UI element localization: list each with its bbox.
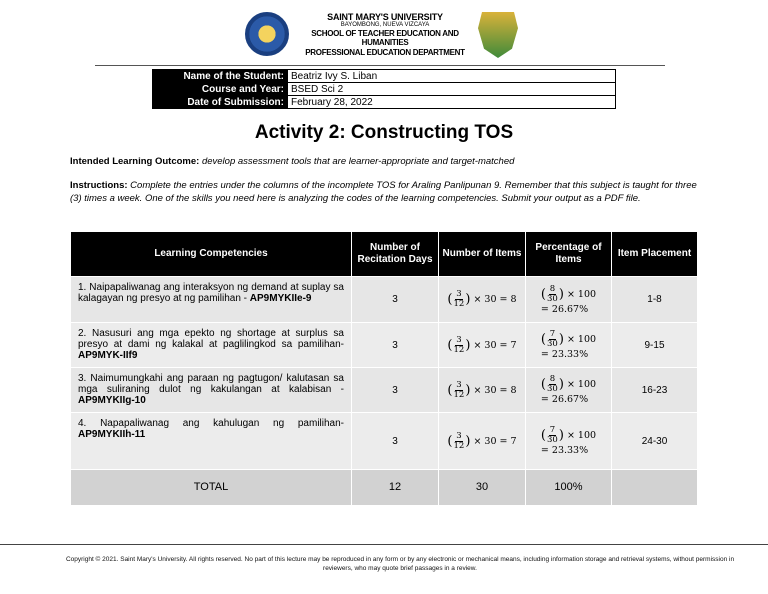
items-numerator: 3 [456, 289, 462, 299]
item-placement-cell: 9-15 [612, 323, 698, 368]
pct-numerator: 8 [549, 374, 556, 384]
course-year-label: Course and Year: [153, 83, 288, 96]
total-days: 12 [352, 470, 439, 506]
items-formula: ( $\frac{3}{12}$ ) × 30 = 8 [447, 289, 517, 309]
tos-header-row [71, 232, 698, 277]
competency-text: 1. Naipapaliwanag ang interaksyon ng demand at suplay sa kalagayan ng presyo at ng pamilihan - [78, 282, 344, 304]
total-row [71, 470, 698, 506]
items-result: × 30 = 8 [473, 294, 517, 305]
competency-code: AP9MYKIIg-10 [78, 395, 146, 406]
competency-text: 4. Napapaliwanag ang kahulugan ng pamilihan- [78, 418, 344, 429]
pct-result: = 23.33% [540, 445, 589, 456]
table-row [71, 368, 698, 413]
items-numerator: 3 [456, 430, 462, 441]
items-formula: ( $\frac{3}{12}$ ) × 30 = 7 [447, 334, 517, 355]
header-learning-competencies: Learning Competencies [71, 232, 352, 277]
university-location: BAYOMBONG, NUEVA VIZCAYA [340, 22, 430, 29]
page-title: Activity 2: Constructing TOS [254, 122, 514, 143]
items-cell [439, 368, 526, 413]
instructions-label: Instructions: [70, 180, 128, 191]
items-denominator: 12 [453, 440, 465, 451]
copyright-line-2: reviewers, who may quote brief passages in a review. [323, 565, 477, 572]
competency-code: AP9MYK-IIf9 [78, 350, 138, 361]
percentage-cell [526, 368, 612, 413]
items-denominator: 12 [453, 344, 465, 355]
tos-table [70, 231, 698, 506]
items-formula: ( $\frac{3}{12}$ ) × 30 = 7 [447, 430, 517, 451]
submission-date-row [153, 96, 616, 109]
items-denominator: 12 [453, 389, 465, 400]
pct-numerator: 7 [549, 329, 556, 339]
university-seal-icon [245, 12, 289, 56]
pct-numerator: 8 [549, 283, 556, 294]
items-cell [439, 413, 526, 470]
pct-denominator: 30 [547, 435, 558, 445]
percentage-formula: ( $\frac{8}{30}$ ) × 100 = 26.67% [540, 283, 597, 315]
student-name-label: Name of the Student: [153, 70, 288, 83]
copyright-footer [0, 555, 768, 573]
percentage-formula: ( $\frac{8}{30}$ ) × 100 = 26.67% [540, 374, 597, 405]
recitation-days-cell: 3 [352, 368, 439, 413]
pct-result: = 23.33% [540, 349, 589, 360]
footer-divider [0, 544, 768, 545]
items-result: × 30 = 8 [473, 384, 517, 396]
competency-code: AP9MYKIIe-9 [249, 293, 312, 304]
total-percentage: 100% [526, 470, 612, 506]
pct-result: = 26.67% [540, 394, 589, 405]
items-numerator: 3 [456, 379, 462, 390]
instructions-text: Complete the entries under the columns of the incomplete TOS for Araling Panlipunan 9. Remember that this subject is taught for three (3) times a week. One of the skills you need here is analyzing the codes of the learning competencies. Submit your output as a PDF file. [70, 180, 697, 204]
total-placement [612, 470, 698, 506]
submission-date-value: February 28, 2022 [288, 96, 616, 109]
competency-cell [71, 323, 352, 368]
learning-outcome-label: Intended Learning Outcome: [70, 156, 200, 167]
learning-outcome [70, 156, 710, 167]
instructions [70, 180, 702, 205]
copyright-line-1: Copyright © 2021. Saint Mary's University. All rights reserved. No part of this lecture may be reproduced in any form or by any electronic or mechanical means, including information storage and retrieval systems, without permission in [65, 556, 735, 563]
percentage-formula: ( $\frac{7}{30}$ ) × 100 = 23.33% [540, 329, 597, 360]
competency-cell [71, 413, 352, 470]
pct-result: = 26.67% [540, 303, 589, 315]
pct-multiplier: × 100 [566, 288, 597, 300]
items-result: × 30 = 7 [473, 435, 517, 447]
pct-denominator: 30 [547, 384, 558, 394]
university-name: SAINT MARY'S UNIVERSITY [327, 12, 443, 22]
table-row [71, 323, 698, 368]
competency-text: 2. Nasusuri ang mga epekto ng shortage at surplus sa presyo at dami ng kalakal at paglilingkod sa pamilihan- [78, 328, 344, 350]
item-placement-cell: 1-8 [612, 277, 698, 323]
student-info-table [152, 69, 616, 109]
pct-multiplier: × 100 [566, 379, 597, 390]
items-cell [439, 323, 526, 368]
items-formula: ( $\frac{3}{12}$ ) × 30 = 8 [447, 379, 517, 400]
recitation-days-cell: 3 [352, 413, 439, 470]
items-denominator: 12 [453, 299, 465, 309]
letterhead [95, 6, 665, 66]
department-name: PROFESSIONAL EDUCATION DEPARTMENT [305, 47, 465, 57]
student-name-value: Beatriz Ivy S. Liban [288, 70, 616, 83]
school-crest-icon [478, 12, 518, 58]
course-year-value: BSED Sci 2 [288, 83, 616, 96]
competency-cell [71, 277, 352, 323]
competency-text: 3. Naimumungkahi ang paraan ng pagtugon/ kalutasan sa mga suliraning dulot ng kakulangan at kalabisan - [78, 373, 344, 395]
letterhead-text [295, 12, 475, 57]
school-name: SCHOOL OF TEACHER EDUCATION AND HUMANITIES [311, 29, 459, 48]
header-item-placement: Item Placement [612, 232, 698, 277]
items-numerator: 3 [456, 334, 462, 345]
item-placement-cell: 24-30 [612, 413, 698, 470]
items-cell [439, 277, 526, 323]
student-name-row [153, 70, 616, 83]
table-row [71, 413, 698, 470]
learning-outcome-text: develop assessment tools that are learner-appropriate and target-matched [201, 156, 515, 167]
header-recitation-days: Number of Recitation Days [352, 232, 439, 277]
course-year-row [153, 83, 616, 96]
pct-denominator: 30 [547, 339, 558, 349]
pct-numerator: 7 [549, 425, 556, 435]
table-row [71, 277, 698, 323]
total-label: TOTAL [71, 470, 352, 506]
item-placement-cell: 16-23 [612, 368, 698, 413]
total-items: 30 [439, 470, 526, 506]
pct-denominator: 30 [547, 293, 558, 304]
percentage-cell [526, 413, 612, 470]
header-percentage-of-items: Percentage of Items [526, 232, 612, 277]
percentage-cell [526, 323, 612, 368]
competency-cell [71, 368, 352, 413]
percentage-cell [526, 277, 612, 323]
recitation-days-cell: 3 [352, 277, 439, 323]
submission-date-label: Date of Submission: [153, 96, 288, 109]
header-number-of-items: Number of Items [439, 232, 526, 277]
recitation-days-cell: 3 [352, 323, 439, 368]
competency-code: AP9MYKIIh-11 [78, 429, 146, 440]
pct-multiplier: × 100 [566, 334, 597, 345]
percentage-formula: ( $\frac{7}{30}$ ) × 100 = 23.33% [540, 425, 597, 456]
items-result: × 30 = 7 [473, 339, 517, 351]
pct-multiplier: × 100 [566, 430, 597, 441]
